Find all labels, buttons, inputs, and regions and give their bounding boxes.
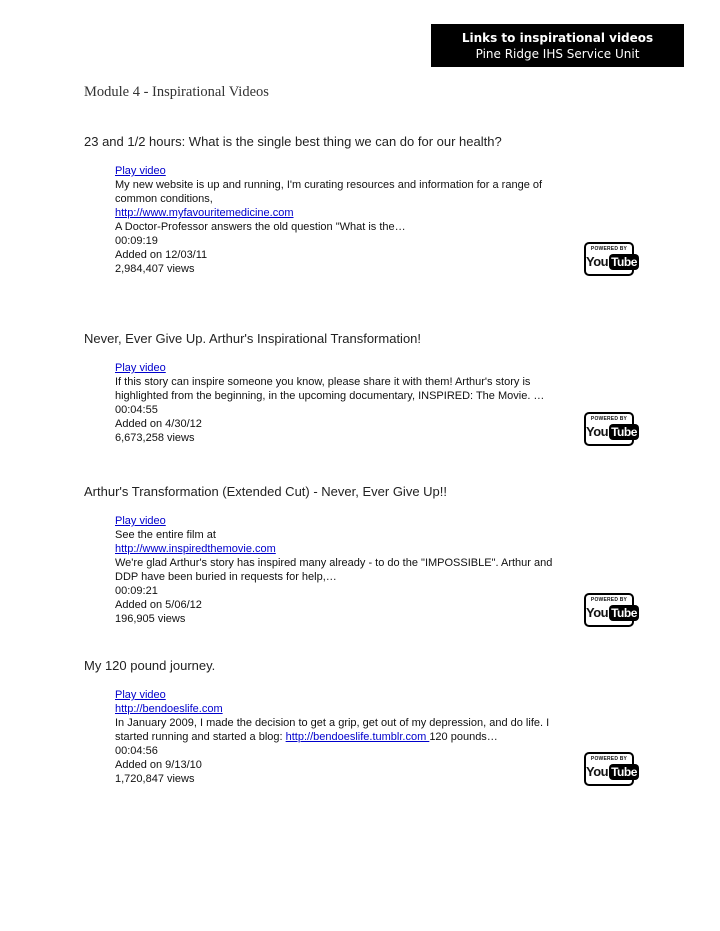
video-description: See the entire film at [115,529,216,541]
video-entry-2 [84,331,644,445]
video-views: 1,720,847 views [115,773,195,785]
video-added-date: Added on 9/13/10 [115,759,202,771]
video-description-2: We're glad Arthur's story has inspired many already - to do the "IMPOSSIBLE". Arthur and DDP have been buried in requests for help,… [115,557,553,583]
video-entry-4 [84,658,644,786]
video-duration: 00:09:19 [115,235,158,247]
video-entry-3 [84,484,644,626]
video-duration: 00:04:56 [115,745,158,757]
video-duration: 00:04:55 [115,404,158,416]
video-title: Arthur's Transformation (Extended Cut) - Never, Ever Give Up!! [84,484,448,499]
youtube-badge-icon: POWERED BY You Tube [584,242,634,276]
video-entry-1 [84,134,644,276]
website-link[interactable]: http://www.inspiredthemovie.com [115,543,276,555]
video-views: 2,984,407 views [115,263,195,275]
video-added-date: Added on 5/06/12 [115,599,202,611]
blog-link[interactable]: http://bendoeslife.tumblr.com [285,731,430,743]
play-video-link[interactable]: Play video [115,362,166,374]
video-description-2: A Doctor-Professor answers the old question "What is the… [115,221,406,233]
play-video-link[interactable]: Play video [115,165,166,177]
header-banner [431,24,684,67]
video-title: My 120 pound journey. [84,658,216,673]
video-description: In January 2009, I made the decision to get a grip, get out of my depression, and do life. I started running and started a blog: http://bendoeslife.tumblr.com 120 pounds… [115,717,550,743]
website-link[interactable]: http://www.myfavouritemedicine.com [115,207,294,219]
youtube-badge-icon: POWERED BY You Tube [584,593,634,627]
youtube-badge-icon: POWERED BY You Tube [584,752,634,786]
video-duration: 00:09:21 [115,585,158,597]
video-description: If this story can inspire someone you know, please share it with them! Arthur's story is highlighted from the beginning, in the upcoming documentary, INSPIRED: The Movie. … [115,376,545,402]
website-link[interactable]: http://bendoeslife.com [115,703,223,715]
video-added-date: Added on 4/30/12 [115,418,202,430]
play-video-link[interactable]: Play video [115,515,166,527]
youtube-badge-icon: POWERED BY You Tube [584,412,634,446]
video-added-date: Added on 12/03/11 [115,249,208,261]
video-views: 6,673,258 views [115,432,195,444]
video-description: My new website is up and running, I'm curating resources and information for a range of common conditions, [115,179,543,205]
video-views: 196,905 views [115,613,186,625]
video-title: Never, Ever Give Up. Arthur's Inspirational Transformation! [84,331,422,346]
header-subtitle: Pine Ridge IHS Service Unit [475,47,640,61]
module-title: Module 4 - Inspirational Videos [84,84,269,100]
play-video-link[interactable]: Play video [115,689,166,701]
header-title: Links to inspirational videos [461,31,654,45]
video-title: 23 and 1/2 hours: What is the single best thing we can do for our health? [84,134,502,149]
